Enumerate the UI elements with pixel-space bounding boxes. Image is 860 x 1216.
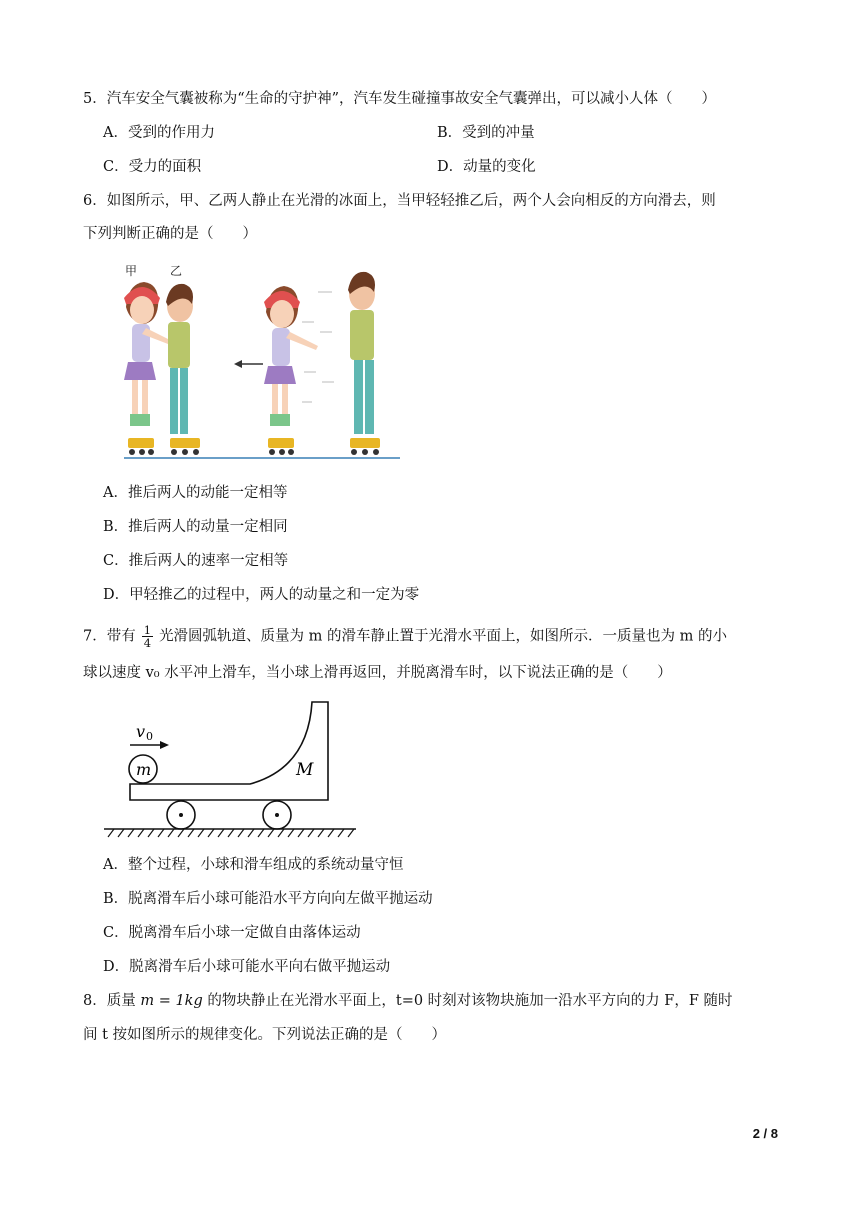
q7-option-d: D．脱离滑车后小球可能水平向右做平抛运动 xyxy=(103,959,391,975)
label-v0: v xyxy=(136,722,146,741)
boy-yi-right xyxy=(318,272,380,455)
velocity-arrow-icon xyxy=(160,741,169,749)
q6-stem-line2: 下列判断正确的是（ ） xyxy=(83,226,257,242)
girl-jia-left xyxy=(124,282,170,455)
q7-stem-line1 xyxy=(83,624,727,649)
q7-option-b: B．脱离滑车后小球可能沿水平方向向左做平抛运动 xyxy=(103,891,433,907)
left-arrow-icon xyxy=(234,360,263,368)
q7-option-c: C．脱离滑车后小球一定做自由落体运动 xyxy=(103,925,361,941)
q6-option-b: B．推后两人的动量一定相同 xyxy=(103,519,288,535)
page-number: 2 / 8 xyxy=(752,1126,778,1141)
q6-option-a: A．推后两人的动能一定相等 xyxy=(103,485,288,501)
q7-figure-cart xyxy=(100,698,362,840)
q5-option-a: A．受到的作用力 xyxy=(103,125,215,141)
girl-jia-right xyxy=(264,286,318,455)
q8-stem-line1 xyxy=(83,991,733,1011)
q6-stem-line1: 6．如图所示，甲、乙两人静止在光滑的冰面上，当甲轻轻推乙后，两个人会向相反的方向滑去，则 xyxy=(83,193,716,209)
label-yi: 乙 xyxy=(170,264,183,278)
label-m: m xyxy=(136,760,152,779)
fraction-numerator: 1 xyxy=(143,623,152,637)
q5-option-c: C．受力的面积 xyxy=(103,159,202,175)
q8-stem-line2: 间 t 按如图所示的规律变化。下列说法正确的是（ ） xyxy=(83,1027,447,1043)
fraction-denominator: 4 xyxy=(143,636,152,650)
q5-stem: 5．汽车安全气囊被称为“生命的守护神”，汽车发生碰撞事故安全气囊弹出，可以减小人体（ ） xyxy=(83,91,717,107)
q5-option-b: B．受到的冲量 xyxy=(437,125,535,141)
label-jia: 甲 xyxy=(125,264,138,278)
q6-option-c: C．推后两人的速率一定相等 xyxy=(103,553,289,569)
q6-option-d: D．甲轻推乙的过程中，两人的动量之和一定为零 xyxy=(103,587,420,603)
mass-expression: m = 1kg xyxy=(140,993,203,1009)
boy-yi-left xyxy=(166,284,200,455)
q7-option-a: A．整个过程，小球和滑车组成的系统动量守恒 xyxy=(103,857,404,873)
q7-stem-prefix: 7．带有 xyxy=(83,628,136,645)
label-v0-sub: 0 xyxy=(146,730,153,743)
q8-stem-suffix: 的物块静止在光滑水平面上，t=0 时刻对该物块施加一沿水平方向的力 F，F 随时 xyxy=(207,993,733,1009)
quarter-fraction xyxy=(142,624,153,649)
q7-stem-suffix: 光滑圆弧轨道、质量为 m 的滑车静止置于光滑水平面上，如图所示．一质量也为 m 的小 xyxy=(159,628,727,645)
q6-figure-skaters xyxy=(118,262,408,462)
label-M: M xyxy=(296,760,314,780)
q5-option-d: D．动量的变化 xyxy=(437,159,536,175)
q8-stem-prefix: 8．质量 xyxy=(83,993,136,1009)
q7-stem-line2: 球以速度 v₀ 水平冲上滑车，当小球上滑再返回，并脱离滑车时，以下说法正确的是（ ） xyxy=(83,665,672,681)
